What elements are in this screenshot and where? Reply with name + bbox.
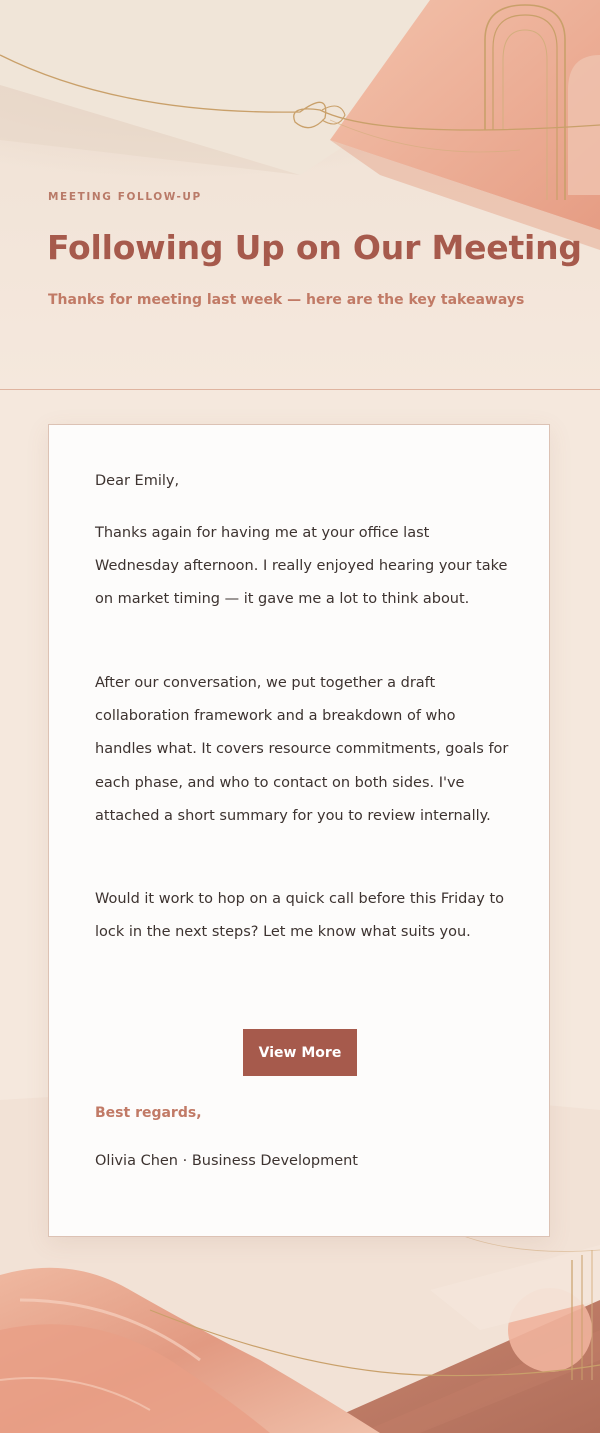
eyebrow-label: MEETING FOLLOW-UP (48, 191, 202, 203)
body-paragraph-2: After our conversation, we put together a draft collaboration framework and a breakdown of who handles what. It covers resource commitments, goals for each phase, and who to contact on both sides. I've attached a short summary for you to review internally. (95, 675, 509, 824)
page-title: Following Up on Our Meeting (47, 228, 582, 267)
page-subtitle: Thanks for meeting last week — here are the key takeaways (48, 292, 525, 308)
header-divider (0, 389, 600, 390)
view-more-button[interactable]: View More (243, 1029, 357, 1076)
greeting: Dear Emily, (95, 473, 180, 489)
body-paragraph-3: Would it work to hop on a quick call before this Friday to lock in the next steps? Let me know what suits you. (95, 891, 504, 941)
body-paragraph-1: Thanks again for having me at your office last Wednesday afternoon. I really enjoyed hearing your take on market timing — it gave me a lot to think about. (95, 525, 508, 608)
closing: Best regards, (95, 1105, 202, 1121)
message-card (48, 424, 550, 1237)
signature: Olivia Chen · Business Development (95, 1153, 358, 1169)
email-header (0, 0, 600, 390)
